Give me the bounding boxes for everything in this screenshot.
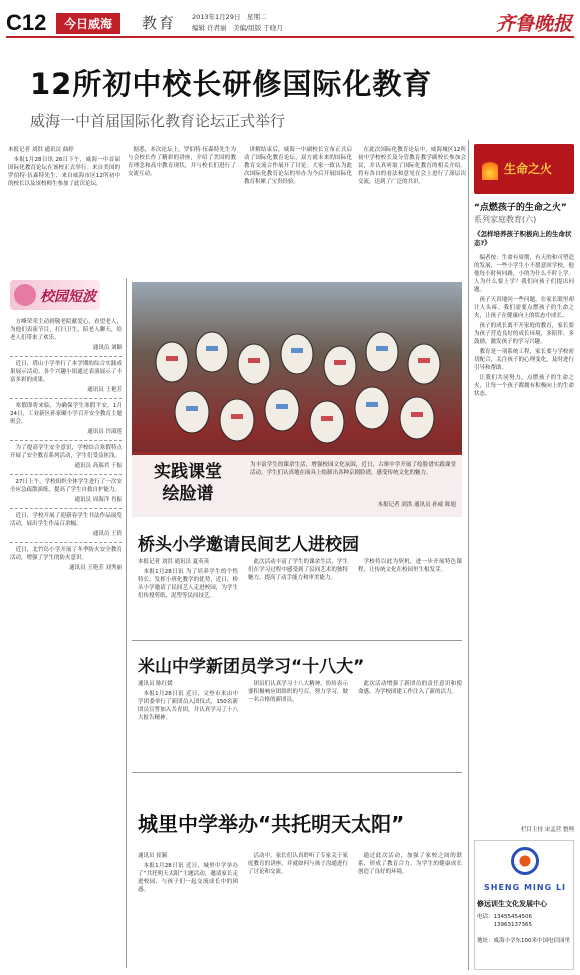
story3-paragraph: 本报1月28日讯 近日，文登市米山中学团委举行了新团员入团仪式，150名新团员宣誓加入共青团，并认真学习了十八大报告精神。 (138, 691, 238, 721)
sidebar-title: “点燃孩子的生命之火” (474, 203, 567, 213)
story3-headline: 米山中学新团员学习“十八大” (138, 657, 365, 677)
story2-headline: 桥头小学邀请民间艺人进校园 (138, 535, 359, 555)
story4-paragraph: 本报1月28日讯 近日，城里中学举办了“共托明天太阳”主题活动，邀请家长走进校园，与孩子们一起交流成长中的困惑。 (138, 863, 238, 893)
briefs-tag-label: 校园短波 (40, 289, 96, 305)
section-rule (132, 772, 462, 773)
story3-col-2 (248, 680, 348, 760)
sidebar-paragraph: 教育是一项系统工程，家长要与学校密切配合，关注孩子的心理变化，及时进行引导和帮助。 (474, 349, 574, 371)
brief-text: 为了提高学生安全意识，学校结合寒假特点开展了安全教育系列活动，学生们受益匪浅。 (10, 445, 122, 459)
lead-paragraph: 讲解结束后，威海一中副校长宣布正式启动了国际化教育论坛，双方就未来的国际化教育交流合作展开了讨论。大家一致认为此次国际化教育论坛的举办为今后开展国际化教育积累了宝贵经验。 (244, 147, 352, 185)
brief-item (10, 474, 122, 504)
lead-col-1 (8, 156, 120, 264)
brief-item (10, 318, 122, 352)
editor-line: 编辑 许君丽 美编/组版 于晓月 (192, 24, 283, 32)
lead-col-2 (128, 146, 236, 264)
photo-caption-title: 实践课堂 绘脸谱 (154, 462, 222, 504)
newspaper-masthead: 齐鲁晚报 (495, 13, 572, 35)
story4-byline: 通讯员 崔颖 (138, 853, 168, 859)
brief-text: 方峰荣荣主动到敬老院献爱心，看望老人，为他们表演节目，打扫卫生，陪老人聊天，给老人们带来了欢乐。 (10, 319, 122, 341)
lead-paragraph: 本报1月28日讯 26日下午，威海一中首届国际化教育论坛在该校正式举行。来自美国的罗伯特·伍森特先生、来自威海市区12所初中的校长以及该校师生参加了此次论坛。 (8, 157, 120, 187)
story3-paragraph: 此次活动增强了新团员的责任意识和使命感，为学校团建工作注入了新的活力。 (358, 681, 462, 695)
lead-col-4 (358, 146, 466, 264)
brief-text: 近日，塔山小学举行了本学期的综合实践成果展示活动。各个兴趣小组通过表演展示了丰富多彩的成果。 (10, 361, 122, 383)
story3-byline: 通讯员 陈红媛 (138, 681, 173, 687)
story2-col-2 (248, 558, 348, 628)
story2-paragraph: 学校将以此为契机，进一步开展特色课程，让传统文化在校园里生根发芽。 (358, 559, 462, 573)
story4-col-2 (248, 852, 348, 962)
photo-caption-box (132, 455, 462, 517)
story2-col-3 (358, 558, 462, 628)
brief-credit: 通讯员 许淑莲 (87, 429, 122, 435)
brief-item (10, 398, 122, 436)
column-divider (126, 278, 127, 968)
story2-col-1 (138, 568, 238, 628)
brief-text: 近日，学校开展了迎新春学生书法作品展览活动，展出学生作品百余幅。 (10, 513, 122, 527)
story3-col-1 (138, 690, 238, 760)
brief-item (10, 542, 122, 572)
photo-caption-text: 为丰富学生的课余生活，增强校园文化氛围，近日，古寨中学开展了绘脸谱实践课堂活动。学生们认真地在面具上绘制出各种京剧脸谱，感受传统文化的魅力。 (250, 462, 456, 476)
brief-credit: 通讯员 王倩 (92, 531, 122, 537)
ad-telephone: 电话：13455454506 13963137365 (477, 914, 532, 928)
promo-banner-label: 生命之火 (504, 162, 553, 176)
lead-paragraph: 据悉，本次论坛上，罗伯特·伍森特先生为与会校长作了精彩的讲座，介绍了美国的教育理念和高中教育现状，并与校长们进行了交流互动。 (128, 147, 236, 177)
page-number: C12 (6, 10, 47, 35)
sidebar-divider (468, 140, 469, 970)
brief-item (10, 356, 122, 394)
story2-paragraph: 本报1月28日讯 为了培养学生的个性特长，发挥小班化教学的优势，近日，桥头小学邀请了民间艺人走进校园，为学生们传授剪纸、泥塑等民间技艺。 (138, 569, 238, 599)
company-logo-icon (511, 847, 539, 875)
sidebar-body (474, 254, 574, 814)
brief-credit: 通讯员 周海洋 肖振 (74, 497, 122, 503)
ad-address: 地址：威海小学东100米中国电信园里 (477, 938, 570, 944)
sidebar-subtitle: 系列家庭教育(六) (474, 215, 537, 224)
story4-col-3 (358, 852, 462, 962)
ad-company: 修远训生文化发展中心 (477, 900, 547, 908)
story3-paragraph: 团员们认真学习十八大精神，纷纷表示要积极响应团组织的号召，努力学习，做一名合格的新团员。 (248, 681, 348, 703)
brief-credit: 通讯员 王艳芳 (87, 387, 122, 393)
sidebar-paragraph: 孩子天真地问一些问题，在家长眼里却让人头疼。我们需要点燃孩子的生命之火，让孩子在健康向上的状态中成长。 (474, 297, 574, 319)
story4-paragraph: 活动中，家长们认真聆听了专家关于家庭教育的讲座，并就如何与孩子沟通进行了讨论和交流。 (248, 853, 348, 875)
brief-item (10, 440, 122, 470)
section-badge: 今日威海 (56, 13, 120, 34)
briefs-tag (10, 280, 100, 310)
sidebar-paragraph: 让我们共同努力，点燃孩子的生命之火，让每一个孩子都拥有积极向上的生命状态。 (474, 375, 574, 397)
lead-byline: 本报记者 刘洪 通讯员 曲婷 (8, 147, 74, 153)
story2-byline: 本报记者 刘洪 通讯员 夏英英 (138, 559, 210, 565)
brief-text: 近日，北竹岛小学开展了冬季防火安全教育活动，增强了学生的防火意识。 (10, 547, 122, 561)
brief-credit: 通讯员 王艳芳 刘秀丽 (69, 565, 122, 571)
page-header (6, 8, 574, 38)
story4-paragraph: 通过此次活动，加强了家校之间的联系，形成了教育合力，为学生的健康成长创造了良好的环境。 (358, 853, 462, 875)
brief-credit: 通讯员 高瑞君 于振 (74, 463, 122, 469)
section-rule (132, 640, 462, 641)
sidebar-promo-banner (474, 144, 574, 194)
lead-paragraph: 在此次国际化教育论坛中，威海城区12所初中学校校长及分管教育教学副校长参加会议，并认真听取了国际化教育的相关介绍。将有各自的看法和意见在会上进行了深层次交流，达到了广泛的共识。 (358, 147, 466, 185)
feature-photo (132, 282, 462, 517)
brief-text: 27日上午，学校组织全体学生进行了一次安全应急疏散演练，提高了学生自救自护能力。 (10, 479, 122, 493)
flower-icon (14, 284, 36, 306)
photo-credit: 本报记者 刘洪 通讯员 孙威 陈旭 (377, 502, 456, 508)
date-line: 2013年1月29日 星期二 (192, 13, 267, 21)
story4-headline: 城里中学举办“共托明天太阳” (138, 812, 405, 836)
sidebar-ad (474, 840, 574, 970)
sidebar-contact: 栏目主持 宋孟营 整理 (521, 827, 574, 833)
story4-col-1 (138, 862, 238, 962)
brief-item (10, 508, 122, 538)
story2-paragraph: 此次活动丰富了学生的课余生活，学生们在学习过程中感受到了民间艺术的独特魅力，提高了动手能力和审美能力。 (248, 559, 348, 581)
lead-subheadline: 威海一中首届国际化教育论坛正式举行 (30, 112, 286, 130)
flame-icon (482, 158, 498, 180)
sidebar-paragraph: 孩子的成长离不开家庭的教育，家长要为孩子营造良好的成长环境，多陪伴、多鼓励，激发孩子的学习兴趣。 (474, 323, 574, 345)
ad-english-name: SHENG MING LI (483, 883, 567, 892)
channel-name: 教育 (142, 14, 177, 32)
sidebar-paragraph: 编者按：生命有周期，有天的和可塑造的发展，一些小学生小不愿意回学校，他他每小时何同路，小的为什么不时上学。人为什么要上学？我们向孩子们提出问题。 (474, 255, 574, 293)
story3-col-3 (358, 680, 462, 760)
brief-text: 寒假即将来临，为确保学生寒假平安，1月24日，工业新区孙家疃小学召开安全教育主题班会。 (10, 403, 122, 425)
brief-credit: 通讯员 刘颖 (92, 345, 122, 351)
briefs-list (10, 318, 122, 968)
lead-col-3 (244, 146, 352, 264)
sidebar-question: 《怎样培养孩子积极向上的生命状态?》 (474, 230, 572, 247)
lead-headline: 12所初中校长研修国际化教育 (30, 67, 433, 101)
